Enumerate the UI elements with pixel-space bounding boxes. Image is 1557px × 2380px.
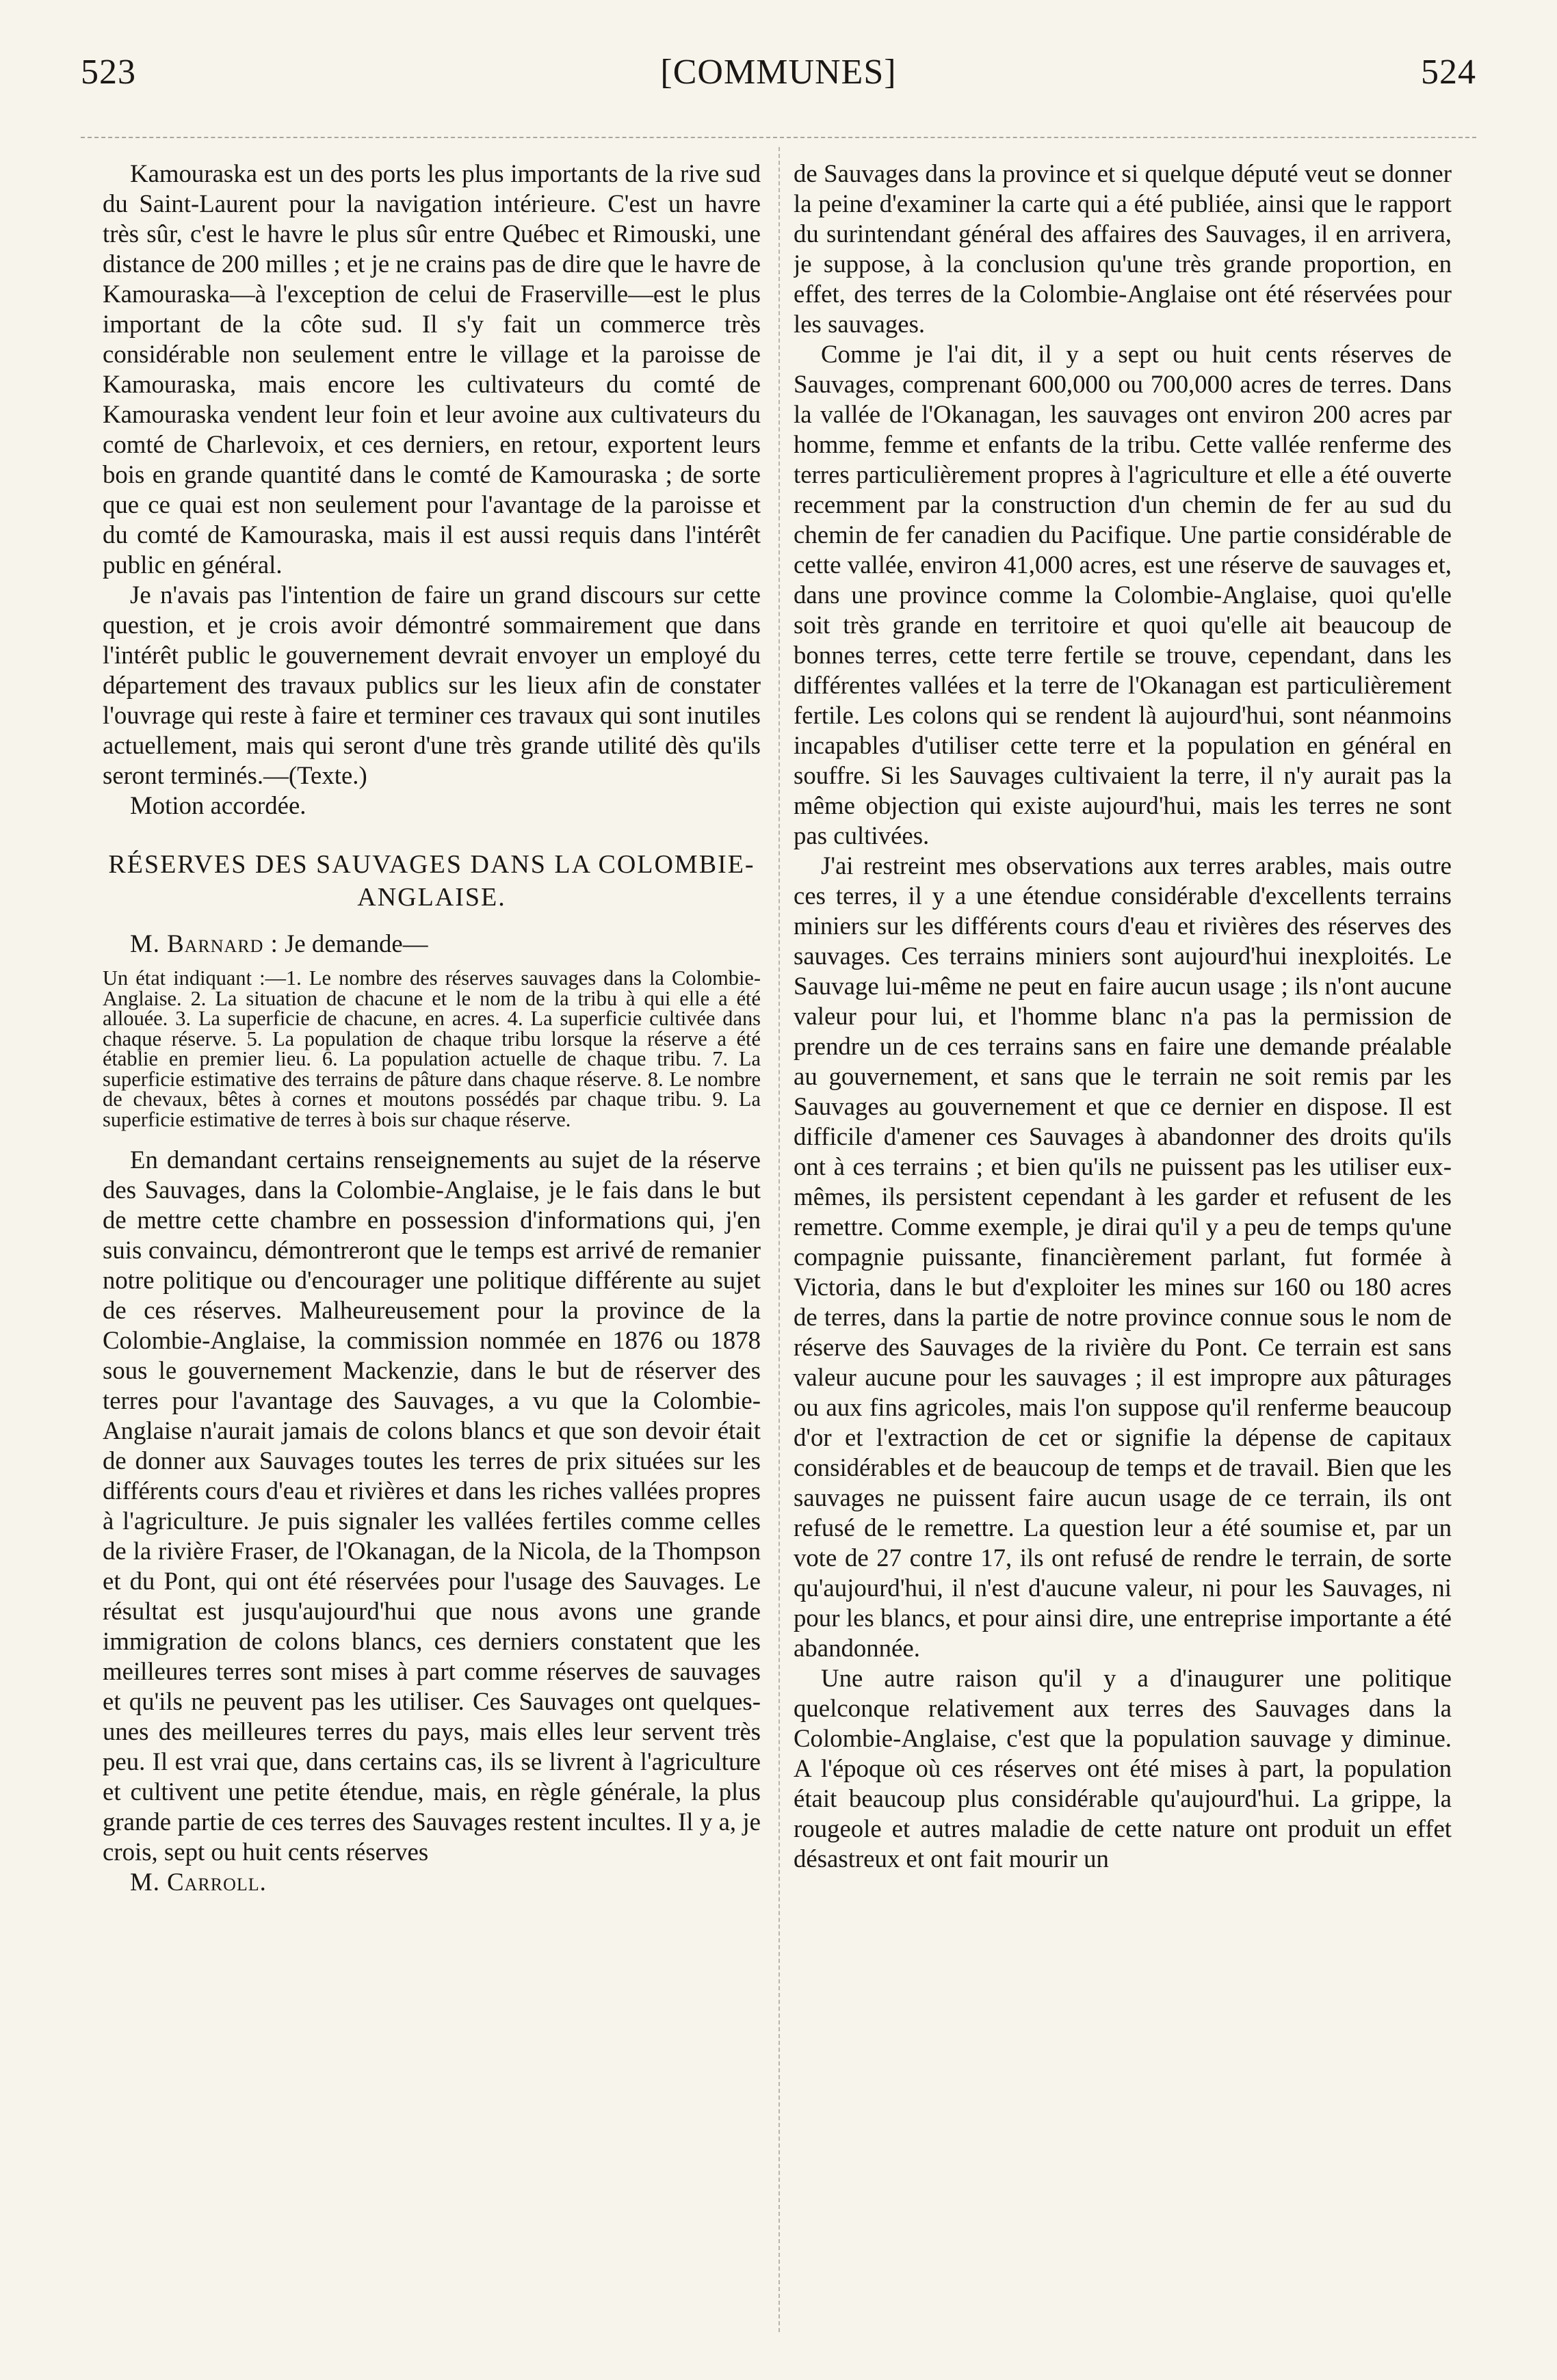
left-paragraph-1: Kamouraska est un des ports les plus importants de la rive sud du Saint-Laurent pour la navigation intérieure. C'est un havre très sûr, c'est le havre le plus sûr entre Québec et Rimouski, une distance de 200 milles ; et je ne crains pas de dire que le havre de Kamouraska—à l'exception de celui de Fraserville—est le plus important de la côte sud. Il s'y fait un commerce très considérable non seulement entre le village et la paroisse de Kamouraska, mais encore les cultivateurs du comté de Kamouraska vendent leur foin et leur avoine aux cultivateurs du comté de Charlevoix, et ces derniers, en retour, exportent leurs bois en grande quantité dans le comté de Kamouraska ; de sorte que ce quai est non seulement pour l'avantage de la paroisse et du comté de Kamouraska, mais il est aussi requis dans l'intérêt public en général. — [103, 159, 761, 579]
left-paragraph-3: En demandant certains renseignements au sujet de la réserve des Sauvages, dans la Colombie-Anglaise, je le fais dans le but de mettre cette chambre en possession d'informations qui, j'en suis convaincu, démontreront que le temps est arrivé de remanier notre politique ou d'encourager une politique différente au sujet de ces réserves. Malheureusement pour la province de la Colombie-Anglaise, la commission nommée en 1876 ou 1878 sous le gouvernement Mackenzie, dans le but de réserver des terres pour l'avantage des Sauvages, a vu que la Colombie-Anglaise n'aurait jamais de colons blancs et que son devoir était de donner aux Sauvages toutes les terres de prix situées sur les différents cours d'eau et rivières et dans les riches vallées propres à l'agriculture. Je puis signaler les vallées fertiles comme celles de la rivière Fraser, de l'Okanagan, de la Nicola, de la Thompson et du Pont, qui ont été réservées pour l'usage des Sauvages. Le résultat est jusqu'aujourd'hui que nous avons une grande immigration de colons blancs, ces derniers constatent que les meilleures terres sont mises à part comme réserves de sauvages et qu'ils ne peuvent pas les utiliser. Ces Sauvages ont quelques-unes des meilleures terres du pays, mais elles leur servent très peu. Il est vrai que, dans certains cas, ils se livrent à l'agriculture et cultivent une petite étendue, mais, en règle générale, la plus grande partie de ces terres des Sauvages restent incultes. Il y a, je crois, sept ou huit cents réserves — [103, 1146, 761, 1866]
speaker-line — [103, 929, 761, 959]
speaker-name: M. Barnard : — [130, 929, 278, 957]
left-column — [103, 159, 761, 2347]
right-page-number: 524 — [1420, 52, 1476, 92]
motion-text: Un état indiquant :—1. Le nombre des réserves sauvages dans la Colombie-Anglaise. 2. La situation de chacune et le nom de la tribu à qui elle a été allouée. 3. La superficie de chacune, en acres. 4. La superficie cultivée dans chaque réserve. 5. La population de chaque tribu lorsque la réserve a été établie en premier lieu. 6. La population actuelle de chaque tribu. 7. La superficie estimative des terrains de pâture dans chaque réserve. 8. Le nombre de chevaux, bêtes à cornes et moutons possédés par chaque tribu. 9. La superficie estimative de terres à bois sur chaque réserve. — [103, 966, 761, 1131]
page-header — [81, 48, 1476, 96]
right-paragraph-3: J'ai restreint mes observations aux terres arables, mais outre ces terres, il y a une étendue considérable d'excellents terrains miniers sur les différents cours d'eau et rivières des réserves des sauvages. Ces terrains miniers sont aujourd'hui inexploités. Le Sauvage lui-même ne peut en faire aucun usage ; ils n'ont aucune valeur pour lui, et l'homme blanc n'a pas la permission de prendre un de ces terrains sans en faire une demande préalable au gouvernement, et sans que le terrain ne soit remis par les Sauvages au gouvernement et que ce dernier en dispose. Il est difficile d'amener ces Sauvages à abandonner des droits qu'ils ont à ces terrains ; et bien qu'ils ne puissent pas les utiliser eux-mêmes, ils persistent cependant à les garder et refusent de les remettre. Comme exemple, je dirai qu'il y a peu de temps qu'une compagnie puissante, financièrement parlant, fut formée à Victoria, dans le but d'exploiter les mines sur 160 ou 180 acres de terres, dans la partie de notre province connue sous le nom de réserve des Sauvages de la rivière du Pont. Ce terrain est sans valeur aucune pour les sauvages ; il est impropre aux pâturages ou aux fins agricoles, mais l'on suppose qu'il renferme beaucoup d'or et l'extraction de cet or signifie la dépense de capitaux considérables et de beaucoup de temps et de travail. Bien que les sauvages ne puissent faire aucun usage de ce terrain, ils ont refusé de le remettre. La question leur a été soumise et, par un vote de 27 contre 17, ils ont refusé de rendre le terrain, de sorte qu'aujourd'hui, il n'est d'aucune valeur, ni pour les Sauvages, ni pour les blancs, et pour ainsi dire, une entreprise importante a été abandonnée. — [794, 851, 1452, 1662]
speaker-text: Je demande— — [285, 929, 428, 957]
column-divider — [778, 147, 780, 2332]
right-column — [794, 159, 1452, 2347]
right-paragraph-1: de Sauvages dans la province et si quelque député veut se donner la peine d'examiner la carte qui a été publiée, ainsi que le rapport du surintendant général des affaires des Sauvages, il en arrivera, je suppose, à la conclusion qu'une très grande proportion, en effet, des terres de la Colombie-Anglaise ont été réservées pour les sauvages. — [794, 159, 1452, 338]
right-paragraph-4: Une autre raison qu'il y a d'inaugurer une politique quelconque relativement aux terres des Sauvages dans la Colombie-Anglaise, c'est que la population sauvage y diminue. A l'époque où ces réserves ont été mises à part, la population était beaucoup plus considérable qu'aujourd'hui. La grippe, la rougeole et autres maladie de cette nature ont produit un effet désastreux et ont fait mourir un — [794, 1664, 1452, 1873]
right-paragraph-2: Comme je l'ai dit, il y a sept ou huit cents réserves de Sauvages, comprenant 600,000 ou 700,000 acres de terres. Dans la vallée de l'Okanagan, les sauvages ont environ 200 acres par homme, femme et enfants de la tribu. Cette vallée renferme des terres particulièrement propres à l'agriculture et elle a été ouverte recemment par la construction d'un chemin de fer au sud du chemin de fer canadien du Pacifique. Une partie considérable de cette vallée, environ 41,000 acres, est une réserve de sauvages et, dans une province comme la Colombie-Anglaise, quoi qu'elle soit très grande en territoire et quoi qu'elle ait beaucoup de bonnes terres, cette terre fertile se trouve, cependant, dans les différentes vallées et la terre de l'Okanagan est particulièrement fertile. Les colons qui se rendent là aujourd'hui, sont néanmoins incapables d'utiliser cette terre et la population en général en souffre. Si les Sauvages cultivaient la terre, il n'y aurait pas la même objection qui existe aujourd'hui, mais les terres ne sont pas cultivées. — [794, 340, 1452, 849]
header-rule — [81, 137, 1476, 138]
left-paragraph-2: Je n'avais pas l'intention de faire un grand discours sur cette question, et je crois avoir démontré sommairement que dans l'intérêt public le gouvernement devrait envoyer un employé du département des travaux publics sur les lieux afin de constater l'ouvrage qui reste à faire et terminer ces travaux qui sont inutiles actuellement, mais qui seront d'une très grande utilité dès qu'ils seront terminés.—(Texte.) — [103, 581, 761, 789]
left-page-number: 523 — [81, 52, 136, 92]
motion-granted: Motion accordée. — [130, 791, 306, 819]
header-title: [COMMUNES] — [660, 52, 897, 92]
section-heading: RÉSERVES DES SAUVAGES DANS LA COLOMBIE-ANGLAISE. — [108, 850, 755, 912]
signature: M. Carroll. — [130, 1868, 267, 1896]
